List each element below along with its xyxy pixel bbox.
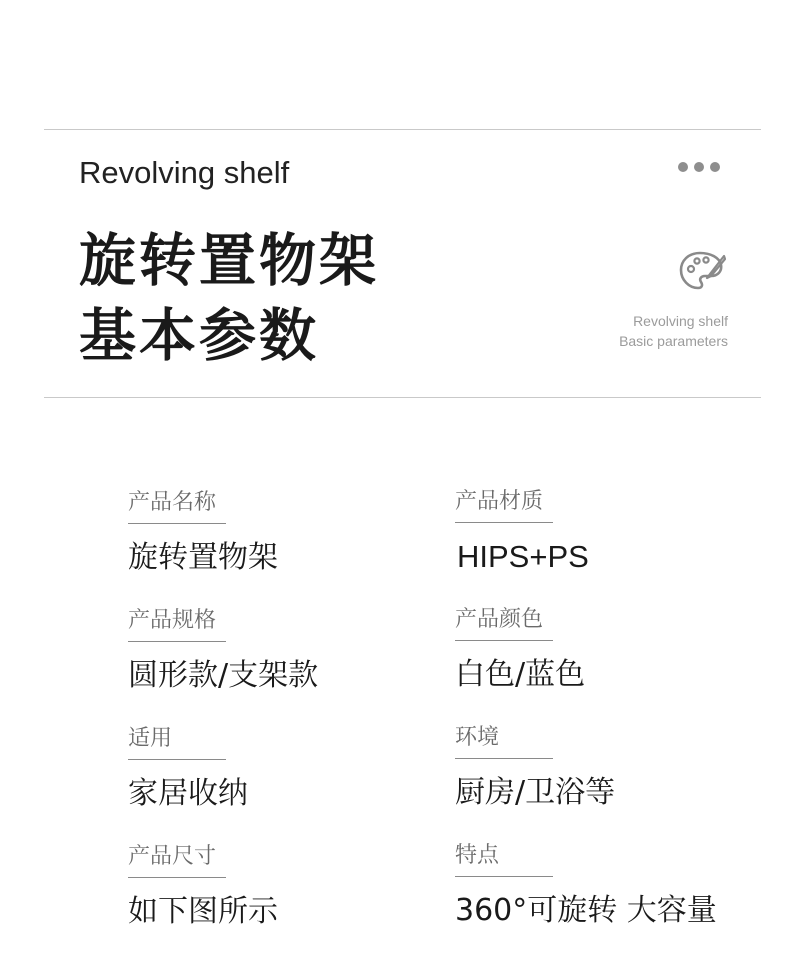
param-product-name [128,488,278,578]
param-material [455,487,589,577]
param-feature [455,841,717,931]
english-subtitle: Revolving shelf [79,155,290,190]
param-label: 产品材质 [455,489,544,514]
param-label: 特点 [455,843,500,868]
param-value: HIPS+PS [457,539,589,574]
param-size [128,842,278,932]
param-value: 360°可旋转 大容量 [455,893,717,928]
param-label: 产品颜色 [455,607,544,632]
title-line-2: 基本参数 [79,303,319,369]
param-label: 环境 [455,725,500,750]
param-label: 产品尺寸 [128,844,217,869]
param-label: 产品规格 [128,608,217,633]
param-label: 产品名称 [128,490,217,515]
param-spec [128,606,318,696]
param-environment [455,723,615,813]
param-value: 厨房/卫浴等 [455,775,616,810]
caption-line-1: Revolving shelf [633,313,728,329]
param-value: 白色/蓝色 [455,657,586,692]
palette-icon [678,250,726,292]
top-divider [44,129,761,130]
caption-line-2: Basic parameters [619,333,728,349]
more-dots-icon [678,162,720,172]
page-title [79,224,379,374]
label-underline [128,641,226,642]
param-usage [128,724,248,814]
param-value: 如下图所示 [128,894,278,929]
title-line-1: 旋转置物架 [79,228,379,294]
bottom-divider [44,397,761,398]
dot [694,162,704,172]
side-caption [619,311,728,351]
label-underline [128,523,226,524]
dot [710,162,720,172]
param-value: 圆形款/支架款 [128,658,319,693]
param-value: 家居收纳 [128,776,248,811]
param-color [455,605,585,695]
param-label: 适用 [128,726,173,751]
label-underline [455,758,553,759]
label-underline [455,876,553,877]
label-underline [455,640,553,641]
dot [678,162,688,172]
label-underline [128,759,226,760]
label-underline [455,522,553,523]
param-value: 旋转置物架 [128,540,278,575]
label-underline [128,877,226,878]
